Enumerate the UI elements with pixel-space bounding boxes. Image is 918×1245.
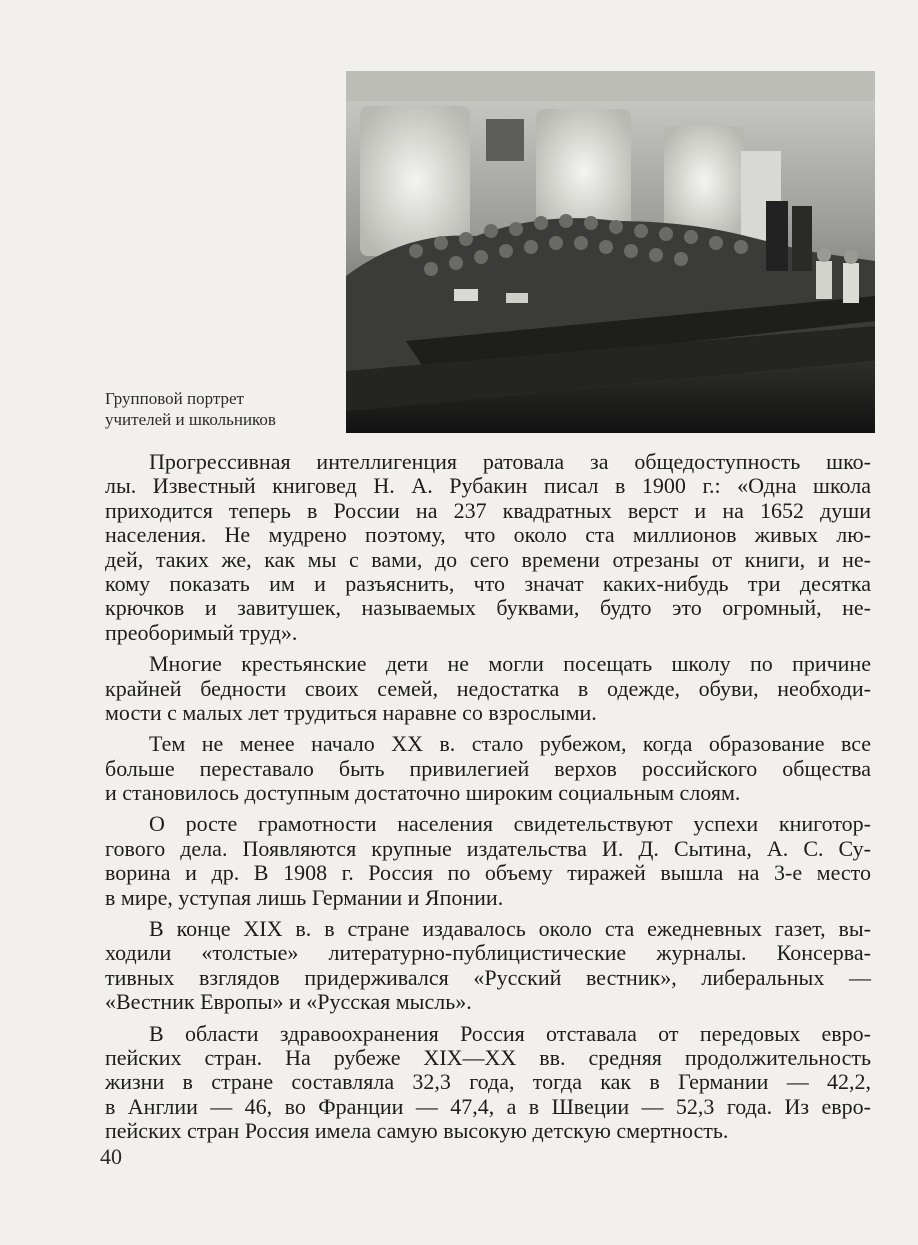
text-line: В области здравоохранения Россия отставала от передовых евро-: [149, 1020, 871, 1046]
text-line: тивных взглядов придерживался «Русский вестник», либеральных —: [105, 964, 871, 990]
text-line: крючков и завитушек, называемых буквами, будто это огромный, не-: [105, 595, 871, 621]
text-line: пейских стран. На рубеже XIX—XX вв. средняя продолжительность: [105, 1044, 871, 1070]
text-line: ворина и др. В 1908 г. Россия по объему тиражей вышла на 3-е место: [105, 860, 871, 886]
text-line: крайней бедности своих семей, недостатка в одежде, обуви, необходи-: [105, 675, 871, 701]
paragraph: [105, 450, 871, 645]
paragraph: [105, 1022, 871, 1144]
caption-line: Групповой портрет: [105, 389, 244, 408]
paragraph: [105, 812, 871, 910]
paragraph: [105, 732, 871, 805]
text-line: жизни в стране составляла 32,3 года, тогда как в Германии — 42,2,: [105, 1069, 871, 1095]
text-line: дей, таких же, как мы с вами, до сего времени отрезаны от книги, и не-: [105, 546, 871, 572]
group-portrait-photo: [346, 71, 875, 433]
text-line: больше переставало быть привилегией верхов российского общества: [105, 755, 871, 781]
photo-caption: [105, 388, 340, 430]
text-line: О росте грамотности населения свидетельствуют успехи книготор-: [149, 811, 871, 837]
text-line: пейских стран Россия имела самую высокую детскую смертность.: [105, 1118, 729, 1144]
text-line: кому показать им и разъяснить, что значат каких-нибудь три десятка: [105, 570, 871, 596]
text-line: и становилось доступным достаточно широким социальным слоям.: [105, 780, 741, 806]
text-line: Прогрессивная интеллигенция ратовала за общедоступность шко-: [149, 449, 871, 474]
paragraph: [105, 652, 871, 725]
text-line: населения. Не мудрено поэтому, что около ста миллионов живых лю-: [105, 522, 871, 548]
text-line: Многие крестьянские дети не могли посещать школу по причине: [149, 651, 871, 677]
text-line: в мире, уступая лишь Германии и Японии.: [105, 884, 504, 910]
text-line: Тем не менее начало XX в. стало рубежом, когда образование все: [149, 731, 871, 757]
paragraph: [105, 917, 871, 1015]
text-line: мости с малых лет трудиться наравне со взрослыми.: [105, 699, 597, 725]
caption-line: учителей и школьников: [105, 410, 276, 429]
text-line: в Англии — 46, во Франции — 47,4, а в Швеции — 52,3 года. Из евро-: [105, 1093, 871, 1119]
text-line: гового дела. Появляются крупные издательства И. Д. Сытина, А. С. Су-: [105, 835, 871, 861]
text-line: ходили «толстые» литературно-публицистические журналы. Консерва-: [105, 940, 871, 966]
text-line: преоборимый труд».: [105, 619, 298, 645]
page-number: 40: [100, 1144, 122, 1169]
text-line: лы. Известный книговед Н. А. Рубакин писал в 1900 г.: «Одна школа: [105, 473, 871, 499]
text-line: «Вестник Европы» и «Русская мысль».: [105, 989, 472, 1015]
text-line: приходится теперь в России на 237 квадратных верст и на 1652 души: [105, 497, 871, 523]
text-line: В конце XIX в. в стране издавалось около ста ежедневных газет, вы-: [149, 916, 871, 942]
body-text: [105, 450, 871, 1151]
